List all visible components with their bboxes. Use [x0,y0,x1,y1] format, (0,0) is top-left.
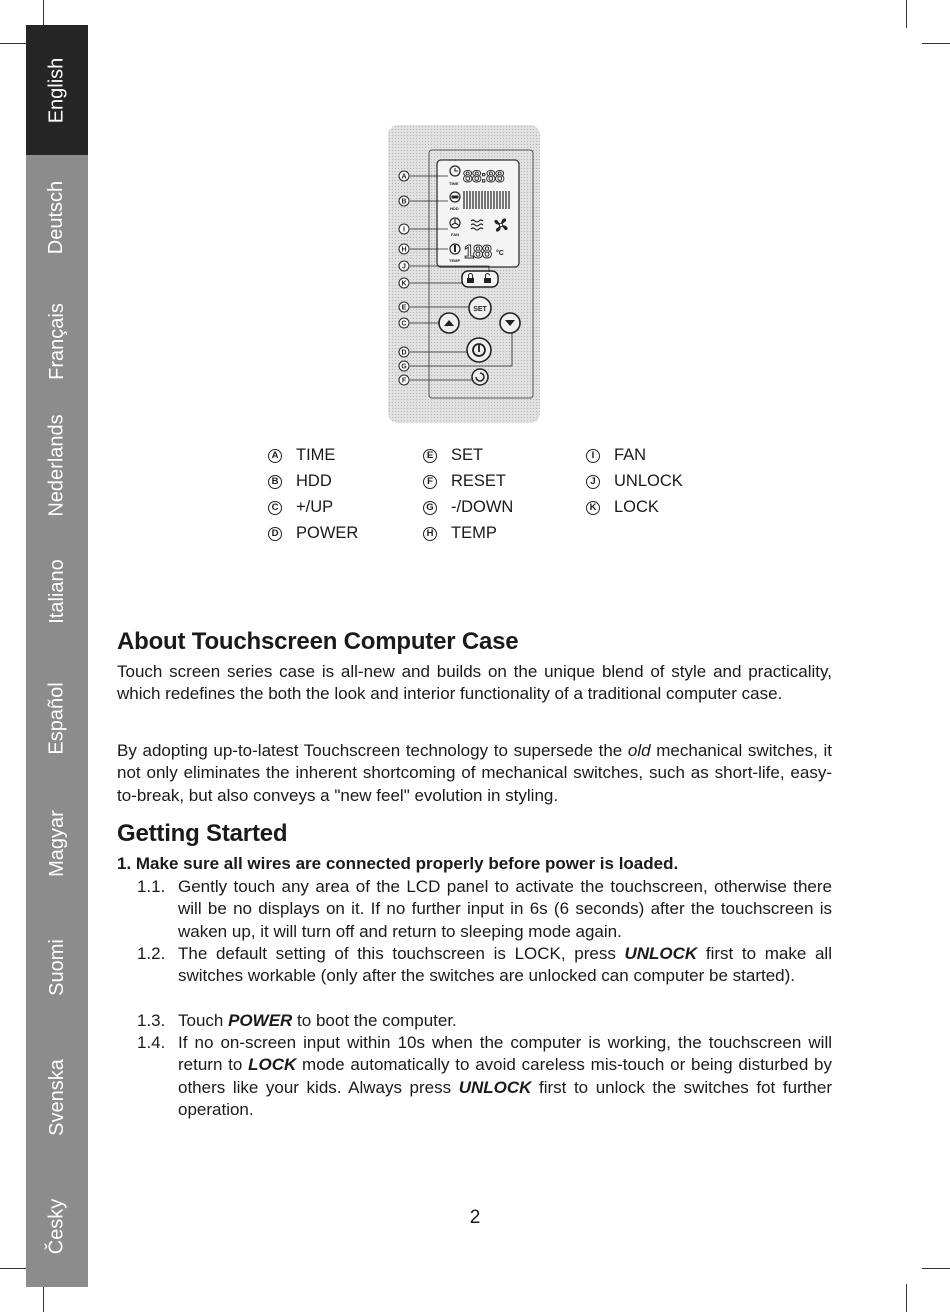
fan-icon [450,218,460,228]
svg-text:B: B [401,198,407,206]
step-text-run: to boot the computer. [292,1011,457,1030]
touchscreen-panel-diagram [385,125,543,425]
step-item [137,1032,832,1121]
about-paragraph-2: By adopting up-to-latest Touchscreen technology to supersede the old mechanical switches, it not only eliminates the inherent shortcoming of mechanical switches, such as short-life, easy-to-break, but also conveys a "new feel" evolution in styling. [117,741,832,805]
legend-item: B HDD [268,472,332,491]
set-button-label: SET [473,306,487,313]
crop-mark [0,1268,28,1269]
crop-mark [0,43,28,44]
legend-item: D POWER [268,524,358,543]
about-paragraph-1: Touch screen series case is all-new and builds on the unique blend of style and practicality, which redefines the both the look and interior functionality of a traditional computer case. [117,662,832,704]
step-item [137,1010,832,1032]
legend-item: G -/DOWN [423,498,513,517]
step-1-heading: 1. Make sure all wires are connected properly before power is loaded. [117,854,679,873]
legend-item: E SET [423,446,483,465]
crop-mark [43,1284,44,1312]
lang-tab-francais[interactable]: Français [45,302,68,380]
svg-text:J: J [402,263,406,271]
svg-text:I: I [403,226,405,234]
button-legend [268,446,748,556]
time-digits: 88:88 [463,167,504,186]
step-number: 1.2. [137,944,166,963]
lang-tab-svenska[interactable]: Svenska [45,1058,68,1136]
icon-label-time: TIME [449,181,459,186]
temp-unit: °C [496,250,504,257]
about-heading: About Touchscreen Computer Case [117,628,519,655]
emphasis-text: POWER [228,1011,293,1030]
language-sidebar [26,25,88,1287]
hdd-icon [450,192,460,202]
icon-label-hdd: HDD [450,206,459,211]
icon-label-fan: FAN [451,232,459,237]
page-number: 2 [469,1207,481,1228]
step-item [137,876,832,943]
svg-text:D: D [401,349,407,357]
temp-digits: 188 [464,242,492,262]
lang-tab-suomi[interactable]: Suomi [45,938,68,996]
svg-text:H: H [401,246,407,254]
step-item [137,943,832,988]
svg-text:G: G [401,363,407,371]
legend-item: C +/UP [268,498,333,517]
crop-mark [906,0,907,28]
svg-text:C: C [401,320,407,328]
step-text-run: Gently touch any area of the LCD panel to activate the touchscreen, otherwise there will be no displays on it. If no further input in 6s (6 seconds) after the touchscreen is waken up, it will turn off and return to sleeping mode again. [178,877,832,941]
lang-tab-cesky[interactable]: Česky [45,1198,68,1254]
reset-button[interactable] [472,369,488,385]
step-text [178,1032,832,1121]
lang-tab-magyar[interactable]: Magyar [45,809,68,877]
legend-item: K LOCK [586,498,659,517]
lang-tab-deutsch[interactable]: Deutsch [45,180,68,254]
lang-tab-english[interactable]: English [26,25,88,155]
icon-label-temp: TEMP [449,258,461,263]
legend-item: F RESET [423,472,506,491]
svg-text:E: E [401,304,407,312]
step-number: 1.3. [137,1011,166,1030]
step-text-run: first to unlock the switches fot further operation. [178,1077,832,1119]
emphasis-text: UNLOCK [624,944,698,963]
svg-text:A: A [401,173,407,181]
thermometer-icon [450,244,460,254]
step-number: 1.1. [137,877,166,896]
step-text [178,1010,832,1032]
step-text-run: first to make all switches workable (only after the switches are unlocked can computer be started). [178,944,832,986]
emphasis-text: LOCK [248,1055,297,1075]
legend-item: A TIME [268,446,335,465]
step-text-run: Touch [178,1011,229,1030]
legend-item: J UNLOCK [586,472,683,491]
lang-tab-espanol[interactable]: Español [45,681,68,755]
step-text-run: If no on-screen input within 10s when the computer is working, the touchscreen will return to [178,1033,832,1075]
step-text [178,943,832,988]
legend-item: I FAN [586,446,646,465]
svg-text:K: K [401,280,407,288]
step-text [178,876,832,943]
crop-mark [43,0,44,28]
lang-tab-italiano[interactable]: Italiano [45,558,68,624]
step-text-run: mode automatically to avoid careless mis-touch or being disturbed by others like your kids. Always press [178,1055,832,1097]
crop-mark [922,1268,950,1269]
lang-tab-nederlands[interactable]: Nederlands [45,413,68,517]
step-number: 1.4. [137,1033,166,1052]
crop-mark [922,43,950,44]
svg-text:F: F [401,377,407,385]
legend-item: H TEMP [423,524,497,543]
crop-mark [906,1284,907,1312]
step-text-run: The default setting of this touchscreen is LOCK, press [178,944,625,963]
emphasis-text: UNLOCK [458,1077,532,1097]
getting-started-heading: Getting Started [117,820,288,847]
